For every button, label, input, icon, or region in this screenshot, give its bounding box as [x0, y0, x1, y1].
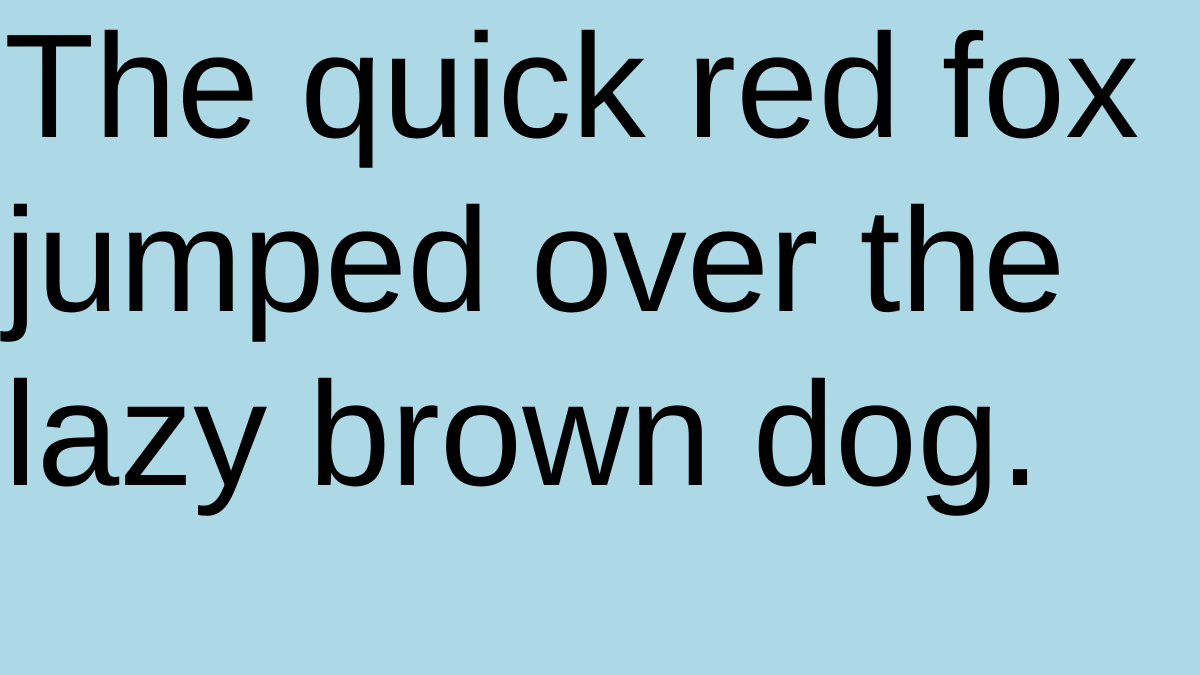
text-line-1: The quick red fox: [4, 4, 1140, 169]
text-line-2: jumped over the: [4, 178, 1066, 343]
text-line-3: lazy brown dog.: [4, 352, 1041, 517]
sentence-text-block: [4, 0, 1200, 522]
